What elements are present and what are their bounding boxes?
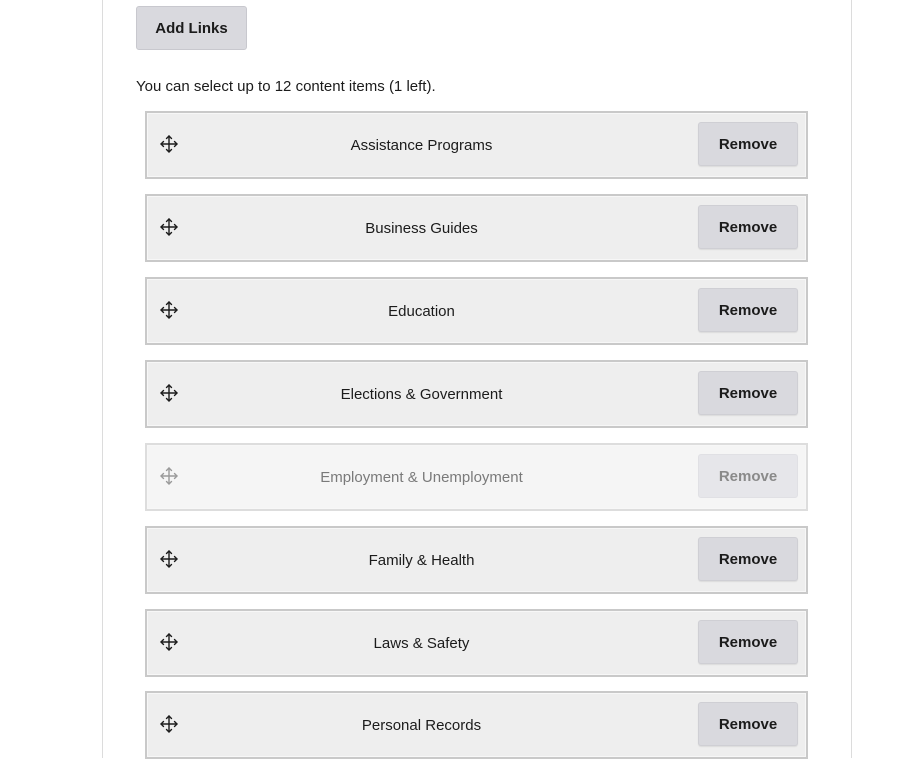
remove-button[interactable]: Remove: [698, 371, 798, 415]
content-item-employment-unemployment[interactable]: [145, 443, 808, 511]
content-item-label: Education: [388, 303, 455, 320]
content-item-elections-government[interactable]: [145, 360, 808, 428]
remove-button[interactable]: Remove: [698, 702, 798, 746]
move-arrows-icon[interactable]: [159, 549, 179, 569]
move-arrows-icon[interactable]: [159, 134, 179, 154]
remove-button[interactable]: Remove: [698, 537, 798, 581]
selection-limit-text: You can select up to 12 content items (1 left).: [136, 78, 436, 95]
content-item-family-health[interactable]: [145, 526, 808, 594]
content-item-laws-safety[interactable]: [145, 609, 808, 677]
remove-button[interactable]: Remove: [698, 454, 798, 498]
content-item-label: Elections & Government: [340, 386, 503, 403]
content-item-label: Employment & Unemployment: [320, 469, 523, 486]
content-item-label: Laws & Safety: [373, 635, 470, 652]
move-arrows-icon[interactable]: [159, 466, 179, 486]
content-item-personal-records[interactable]: [145, 691, 808, 759]
move-arrows-icon[interactable]: [159, 714, 179, 734]
content-item-label: Family & Health: [368, 552, 475, 569]
remove-button[interactable]: Remove: [698, 122, 798, 166]
move-arrows-icon[interactable]: [159, 383, 179, 403]
remove-button[interactable]: Remove: [698, 620, 798, 664]
content-item-business-guides[interactable]: [145, 194, 808, 262]
remove-button[interactable]: Remove: [698, 288, 798, 332]
add-links-button[interactable]: Add Links: [136, 6, 247, 50]
move-arrows-icon[interactable]: [159, 300, 179, 320]
content-item-label: Personal Records: [361, 717, 482, 734]
content-item-label: Assistance Programs: [350, 137, 493, 154]
content-item-education[interactable]: [145, 277, 808, 345]
move-arrows-icon[interactable]: [159, 217, 179, 237]
content-item-assistance-programs[interactable]: [145, 111, 808, 179]
move-arrows-icon[interactable]: [159, 632, 179, 652]
content-item-label: Business Guides: [365, 220, 478, 237]
remove-button[interactable]: Remove: [698, 205, 798, 249]
